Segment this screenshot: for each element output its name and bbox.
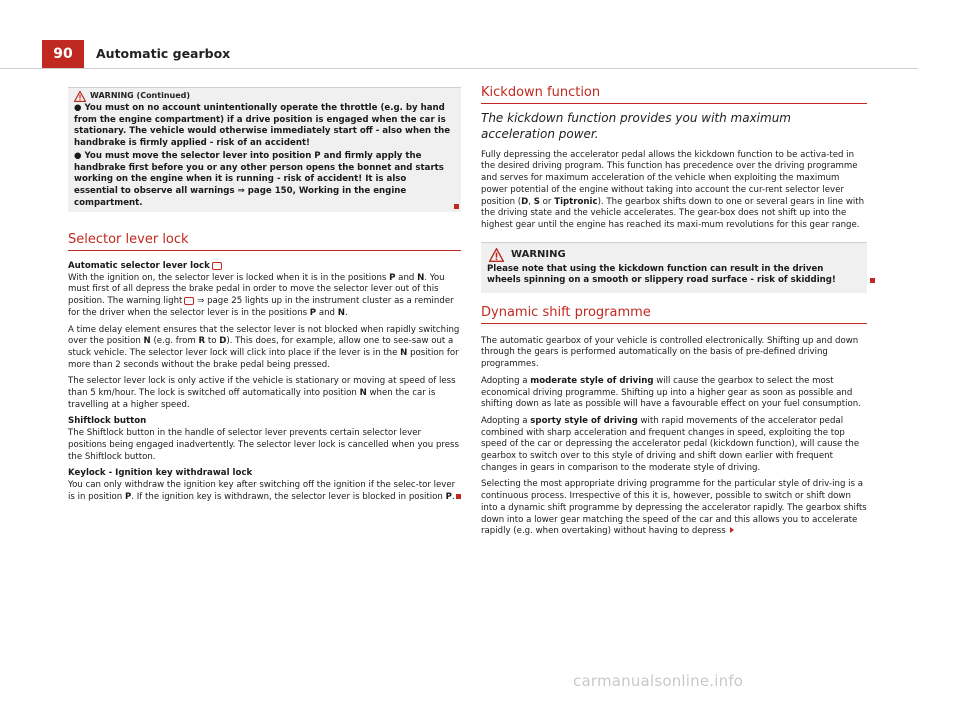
- continue-arrow-icon: [730, 527, 734, 533]
- brake-warning-icon: [184, 297, 194, 305]
- heading-dynamic-shift: Dynamic shift programme: [481, 307, 867, 324]
- section-end-marker: [870, 278, 875, 283]
- paragraph: Selecting the most appropriate driving programme for the particular style of driv-ing is a continuous process. Irrespective of this it is, however, possible to switch or shift down into a dynamic shift programme by depressing the accelerator rapidly. The gearbox shifts down into a lower gear matching the speed of the car and this allows you to accelerate rapidly (e.g. when overtaking) without having to depress: [481, 479, 867, 537]
- paragraph: The Shiftlock button in the handle of selector lever prevents certain selector lever positions being engaged inadvertently. The selector lever lock is cancelled when you press the Shiftlock button.: [68, 428, 460, 462]
- page-number: 90: [42, 40, 84, 68]
- warning-continued-box: [68, 87, 461, 212]
- brake-warning-icon: [212, 262, 222, 270]
- kickdown-warning-box: [481, 242, 867, 293]
- page-reference-link[interactable]: ⇒ page 150, Working in the engine compartment.: [74, 185, 407, 208]
- right-column: [481, 87, 867, 543]
- warning-triangle-icon: [489, 248, 504, 262]
- warning-bullet: ● You must move the selector lever into position P and firmly apply the handbrake first before you or any other person opens the bonnet and starts working on the engine when it is running - risk of accident! It is also essential to observe all warnings ⇒ page 150, Working in the engine compartment.: [74, 150, 444, 208]
- subheading-selector-lock: Automatic selector lever lock: [68, 261, 461, 273]
- paragraph: The automatic gearbox of your vehicle is controlled electronically. Shifting up and down through the gears is performed automatically on the basis of pre-defined driving programmes.: [481, 335, 859, 370]
- warning-triangle-icon: [74, 91, 86, 102]
- paragraph: Fully depressing the accelerator pedal allows the kickdown function to be activa-ted in the desired driving program. This function has precedence over the driving programme and serves for maximum acceleration of the vehicle when exploiting the maximum power potential of the engine without taking into account the cur-rent selector lever position (D, S or Tiptronic). The gearbox shifts down to one or several gears in line with the driving state and the vehicle accelerates. The gear-box does not shift up into the highest gear until the engine has reached its maxi-mum revolutions for this gear range.: [481, 149, 865, 230]
- page-header: [0, 40, 918, 69]
- section-end-marker: [456, 494, 461, 499]
- page-title: Automatic gearbox: [96, 46, 231, 61]
- heading-selector-lever-lock: Selector lever lock: [68, 234, 461, 251]
- paragraph: Adopting a moderate style of driving will cause the gearbox to select the most economical driving programme. Shifting up into a higher gear as soon as possible and shifting down as late as possible will have a favourable effect on your fuel consumption.: [481, 375, 861, 410]
- paragraph: A time delay element ensures that the selector lever is not blocked when rapidly switching over the position N (e.g. from R to D). This does, for example, allow one to see-saw out a stuck vehicle. The selector lever lock will click into place if the lever is in the N position for more than 2 seconds without the brake pedal being pressed.: [68, 324, 460, 370]
- left-column: [68, 87, 461, 508]
- paragraph: The selector lever lock is only active if the vehicle is stationary or moving at speed of less than 5 km/hour. The lock is switched off automatically into position N when the car is travelling at a higher speed.: [68, 376, 456, 410]
- warning-bullet: ● You must on no account unintentionally operate the throttle (e.g. by hand from the engine compartment) if a drive position is engaged when the car is stationary. The vehicle would otherwise immediately start off - also when the handbrake is firmly applied - risk of an accident!: [74, 103, 451, 149]
- subheading-keylock: Keylock - Ignition key withdrawal lock: [68, 468, 253, 479]
- heading-kickdown: Kickdown function: [481, 87, 867, 104]
- paragraph: Adopting a sporty style of driving with rapid movements of the accelerator pedal combined with sharp acceleration and frequent changes in speed, exploiting the top speed of the car or depressing the accelerator pedal (kickdown function), will cause the gearbox to switch over to this style of driving and shift down earlier with frequent changes in gears in comparison to the moderate style of driving.: [481, 415, 860, 473]
- warning-continued-title: WARNING (Continued): [74, 90, 451, 102]
- paragraph: You can only withdraw the ignition key after switching off the ignition if the selec-tor lever is in position P. If the ignition key is withdrawn, the selector lever is blocked in position P.: [68, 480, 461, 503]
- paragraph: With the ignition on, the selector lever is locked when it is in the positions P and N. You must first of all depress the brake pedal in order to move the selector lever out of this position. The warning light ⇒ page 25 lights up in the instrument cluster as a reminder for the driver when the selector lever is in the positions P and N.: [68, 272, 454, 318]
- warning-title: WARNING: [487, 247, 857, 263]
- watermark: carmanualsonline.info: [573, 672, 744, 690]
- subheading-shiftlock: Shiftlock button: [68, 416, 147, 427]
- page-reference-link[interactable]: ⇒ page 25 lights up in the instrument cluster as a reminder for the driver when the selector lever is in the positions: [68, 296, 454, 318]
- warning-text: Please note that using the kickdown function can result in the driven wheels spinning on a smooth or slippery road surface - risk of skidding!: [487, 263, 836, 286]
- kickdown-intro: The kickdown function provides you with maximum acceleration power.: [481, 110, 791, 141]
- section-end-marker: [454, 204, 459, 209]
